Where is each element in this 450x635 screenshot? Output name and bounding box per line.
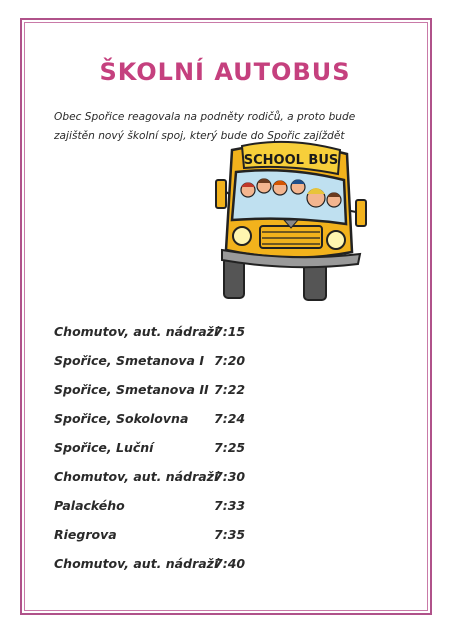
stop-name: Chomutov, aut. nádraží bbox=[54, 556, 219, 571]
school-bus-illustration bbox=[212, 140, 370, 302]
intro-line-2: zajištěn nový školní spoj, který bude do Spořic zajíždět bbox=[54, 130, 345, 142]
departure-time: 7:40 bbox=[214, 556, 246, 571]
stop-name: Riegrova bbox=[54, 527, 117, 542]
stop-name: Chomutov, aut. nádraží bbox=[54, 469, 219, 484]
departure-time: 7:22 bbox=[214, 382, 246, 397]
intro-line-1: Obec Spořice reagovala na podněty rodičů, a proto bude bbox=[54, 111, 356, 123]
stop-name: Spořice, Smetanova II bbox=[54, 382, 209, 397]
departure-time: 7:24 bbox=[214, 411, 246, 426]
departure-time: 7:33 bbox=[214, 498, 246, 513]
departure-time: 7:25 bbox=[214, 440, 246, 455]
stop-name: Spořice, Sokolovna bbox=[54, 411, 189, 426]
bus-sign-text: SCHOOL BUS bbox=[243, 153, 339, 168]
departure-time: 7:30 bbox=[214, 469, 246, 484]
page-title: ŠKOLNÍ AUTOBUS bbox=[99, 58, 351, 86]
stop-name: Palackého bbox=[54, 498, 125, 513]
departure-time: 7:35 bbox=[214, 527, 246, 542]
departure-time: 7:15 bbox=[214, 324, 246, 339]
departure-time: 7:20 bbox=[214, 353, 246, 368]
stop-name: Spořice, Smetanova I bbox=[54, 353, 204, 368]
stop-name: Spořice, Luční bbox=[54, 440, 154, 455]
stop-name: Chomutov, aut. nádraží bbox=[54, 324, 219, 339]
